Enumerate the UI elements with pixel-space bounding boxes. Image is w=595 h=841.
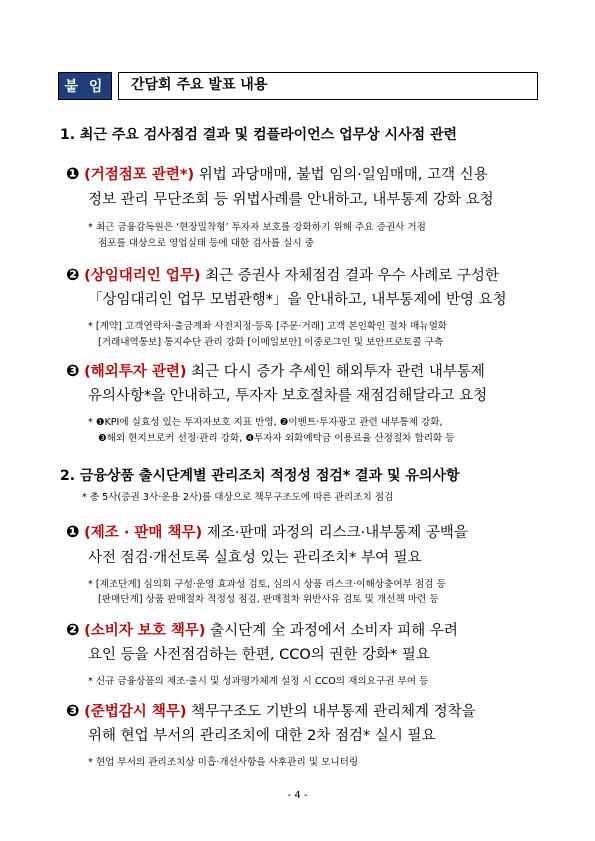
item-label: (준법감시 책무) xyxy=(84,704,187,720)
s1-item2-line1 xyxy=(66,264,499,285)
section2-heading: 2. 금융상품 출시단계별 관리조치 적정성 점검* 결과 및 유의사항 xyxy=(60,468,460,484)
attachment-tag: 붙 임 xyxy=(58,72,112,100)
item-text: 제조·판매 과정의 리스크·내부통제 공백을 xyxy=(202,525,468,541)
s2-item1-line1 xyxy=(66,521,468,542)
item-label: (해외투자 관련) xyxy=(84,364,187,380)
s2-item2-note1: * 신규 금융상품의 제조·출시 및 성과평가체계 설정 시 CCO의 재의요구권 부여 등 xyxy=(88,676,429,687)
s2-item1-note2: [판매단계] 상품 판매절차 적정성 점검, 판매절차 위반사유 검토 및 개선책 마련 등 xyxy=(98,594,439,605)
item-number: ❶ xyxy=(66,522,80,541)
item-text: 위법 과당매매, 불법 임의·일임매매, 고객 신용 xyxy=(194,167,488,183)
item-number: ❸ xyxy=(66,361,80,380)
s2-item2-line2: 요인 등을 사전점검하는 한편, CCO의 권한 강화* 필요 xyxy=(88,647,430,663)
s2-item3-line2: 위해 현업 부서의 관리조치에 대한 2차 점검* 실시 필요 xyxy=(88,728,436,744)
s1-item3-note1: * ❶KPI에 실효성 있는 투자자보호 지표 반영, ❷이벤트·투자광고 관련 내부통제 강화, xyxy=(88,417,443,428)
item-label: (제조 · 판매 책무) xyxy=(84,525,203,541)
s1-item1-note2: 점포를 대상으로 영업실태 등에 대한 검사를 실시 중 xyxy=(98,238,314,249)
s1-item1-line2: 정보 관리 무단조회 등 위법사례를 안내하고, 내부통제 강화 요청 xyxy=(88,192,494,208)
s1-item3-line2: 유의사항*을 안내하고, 투자자 보호절차를 재점검해달라고 요청 xyxy=(88,388,488,404)
s2-item1-note1: * [제조단계] 심의회 구성·운영 효과성 검토, 심의시 상품 리스크·이해상충여부 점검 등 xyxy=(88,579,446,590)
s1-item2-line2: 「상임대리인 업무 모범관행*」을 안내하고, 내부통제에 반영 요청 xyxy=(88,292,507,308)
item-label: (소비자 보호 책무) xyxy=(84,623,206,639)
s2-item3-note1: * 현업 부서의 관리조치상 미흡·개선사항을 사후관리 및 모니터링 xyxy=(88,757,359,768)
s2-item1-line2: 사전 점검·개선토록 실효성 있는 관리조치* 부여 필요 xyxy=(88,550,422,566)
s2-item3-line1 xyxy=(66,700,476,721)
item-number: ❸ xyxy=(66,701,80,720)
s1-item3-line1 xyxy=(66,360,485,381)
item-text: 출시단계 全 과정에서 소비자 피해 우려 xyxy=(205,623,458,639)
section2-subnote: * 총 5사(증권 3사·운용 2사)를 대상으로 책무구조도에 따른 관리조치 점검 xyxy=(82,492,394,503)
s2-item2-line1 xyxy=(66,619,458,640)
page-number: - 4 - xyxy=(287,790,308,801)
item-number: ❷ xyxy=(66,620,80,639)
item-text: 최근 증권사 자체점검 결과 우수 사례로 구성한 xyxy=(200,268,499,284)
s1-item2-note2: [거래내역통보] 통지수단 관리 강화 [이메일보안] 이중로그인 및 보안프로토콜 구축 xyxy=(98,337,444,348)
page-title: 간담회 주요 발표 내용 xyxy=(118,72,538,100)
item-text: 최근 다시 증가 추세인 해외투자 관련 내부통제 xyxy=(186,364,485,380)
s1-item3-note2: ❸해외 현지브로커 선정·관리 강화, ❹투자자 외화예탁금 이용료율 산정절차 합리화 등 xyxy=(98,433,455,444)
s1-item2-note1: * [계약] 고객연락처·출금계좌 사전지정·등록 [주문·거래] 고객 본인확인 절차 매뉴얼화 xyxy=(88,321,448,332)
section-header xyxy=(58,72,538,100)
item-text: 책무구조도 기반의 내부통제 관리체계 정착을 xyxy=(186,704,476,720)
item-label: (거점점포 관련*) xyxy=(84,167,195,183)
s1-item1-line1 xyxy=(66,163,488,184)
item-label: (상임대리인 업무) xyxy=(84,268,201,284)
item-number: ❶ xyxy=(66,164,80,183)
item-number: ❷ xyxy=(66,265,80,284)
s1-item1-note1: * 최근 금융감독원은 ‘현장밀착형’ 투자자 보호를 강화하기 위해 주요 증권사 거점 xyxy=(88,222,426,233)
section1-heading: 1. 최근 주요 검사점검 결과 및 컴플라이언스 업무상 시사점 관련 xyxy=(60,127,458,143)
